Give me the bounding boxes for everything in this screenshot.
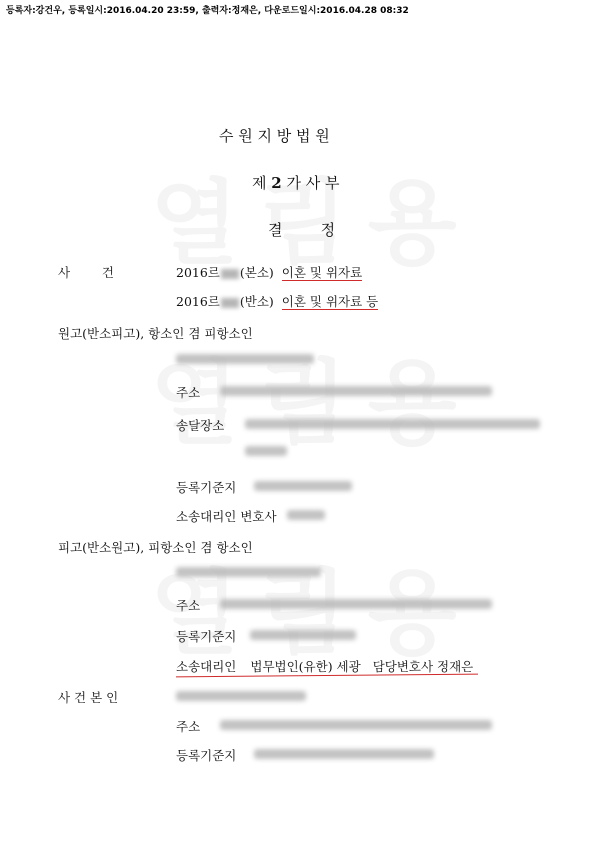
redacted-plaintiff-address [220, 386, 492, 396]
redacted-plaintiff-service-address-cont [245, 446, 287, 456]
defendant-registry-label: 등록기준지 [176, 629, 237, 644]
download-header: 등록자:강건우, 등록일시:2016.04.20 23:59, 출력자:정재은, 다운로드일시:2016.04.28 08:32 [6, 6, 409, 16]
principal-address-label: 주소 [176, 719, 201, 734]
redacted-defendant-address [220, 599, 492, 609]
redacted-defendant-name [176, 567, 321, 577]
redacted-plaintiff-registry [254, 481, 352, 491]
case-line-2 [176, 292, 378, 310]
case-year-2: 2016르 [176, 294, 220, 309]
case-title-1: 이혼 및 위자료 [281, 265, 363, 280]
division-prefix: 제 [252, 174, 267, 192]
case-side-2: (반소) [239, 294, 274, 309]
principal-heading: 사 건 본 인 [58, 690, 119, 705]
defendant-address-label: 주소 [176, 598, 201, 613]
redacted-defendant-registry [250, 630, 356, 640]
defendant-counsel-firm: 법무법인(유한) 세광 [250, 659, 361, 674]
redacted-case-number-1 [221, 269, 239, 279]
case-title-2: 이혼 및 위자료 등 [281, 294, 379, 309]
redacted-principal-registry [254, 749, 434, 759]
plaintiff-address-label: 주소 [176, 385, 201, 400]
redacted-plaintiff-name [176, 354, 314, 364]
division-suffix: 가 사 부 [286, 174, 340, 192]
document-type: 결 정 [268, 221, 336, 239]
defendant-counsel-label: 소송대리인 [176, 659, 237, 674]
redacted-principal-name [176, 691, 306, 701]
court-name: 수 원 지 방 법 원 [219, 127, 330, 145]
redacted-principal-address [220, 720, 492, 730]
redacted-plaintiff-counsel [287, 510, 325, 520]
defendant-counsel-lawyer: 담당변호사 정재은 [372, 659, 474, 674]
redacted-case-number-2 [221, 298, 239, 308]
principal-registry-label: 등록기준지 [176, 748, 237, 763]
case-year-1: 2016르 [176, 265, 220, 280]
division-number: 2 [271, 174, 282, 192]
redacted-plaintiff-service-address [245, 419, 540, 429]
case-side-1: (본소) [239, 265, 274, 280]
plaintiff-heading: 원고(반소피고), 항소인 겸 피항소인 [58, 326, 253, 341]
plaintiff-counsel-label: 소송대리인 변호사 [176, 509, 277, 524]
defendant-counsel-line [176, 657, 473, 675]
division-title [252, 172, 340, 193]
case-line-1 [176, 263, 362, 281]
plaintiff-service-label: 송달장소 [176, 418, 225, 433]
plaintiff-registry-label: 등록기준지 [176, 480, 237, 495]
defendant-heading: 피고(반소원고), 피항소인 겸 항소인 [58, 540, 253, 555]
case-label: 사 건 [58, 265, 114, 280]
